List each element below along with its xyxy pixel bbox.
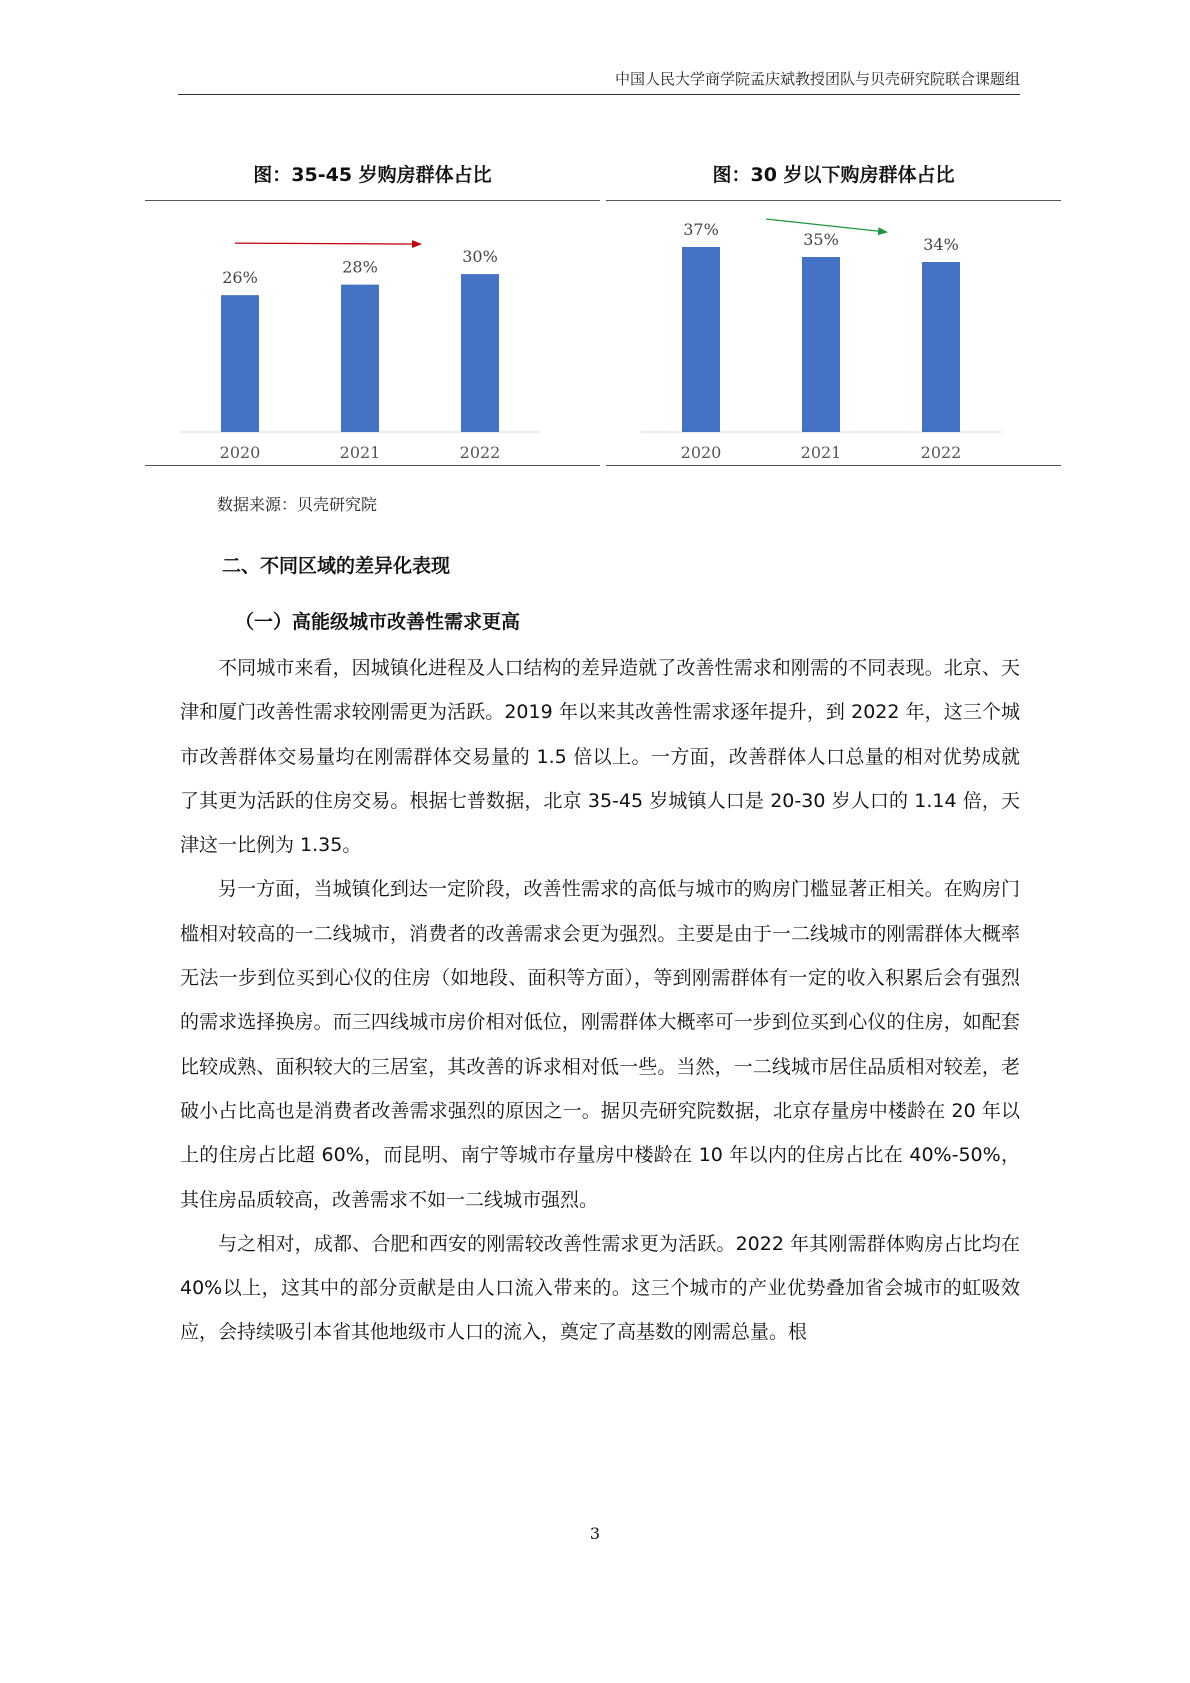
- data-label: 35%: [803, 230, 839, 249]
- x-tick-label: 2022: [920, 443, 962, 462]
- bar: [802, 257, 840, 432]
- paragraph: 另一方面，当城镇化到达一定阶段，改善性需求的高低与城市的购房门槛显著正相关。在购房门槛相对较高的一二线城市，消费者的改善需求会更为强烈。主要是由于一二线城市的刚需群体大概率无法一步到位买到心仪的住房（如地段、面积等方面），等到刚需群体有一定的收入积累后会有强烈的需求选择换房。而三四线城市房价相对低位，刚需群体大概率可一步到位买到心仪的住房，如配套比较成熟、面积较大的三居室，其改善的诉求相对低一些。当然，一二线城市居住品质相对较差，老破小占比高也是消费者改善需求强烈的原因之一。据贝壳研究院数据，北京存量房中楼龄在 20 年以上的住房占比超 60%，而昆明、南宁等城市存量房中楼龄在 10 年以内的住房占比在 40%-50%，其住房品质较高，改善需求不如一二线城市强烈。: [180, 878, 1020, 1211]
- data-label: 30%: [462, 247, 498, 267]
- paragraph: 与之相对，成都、合肥和西安的刚需较改善性需求更为活跃。2022 年其刚需群体购房占比均在 40%以上，这其中的部分贡献是由人口流入带来的。这三个城市的产业优势叠加省会城市的虹吸效应，会持续吸引本省其他地级市人口的流入，奠定了高基数的刚需总量。根: [180, 1232, 1020, 1344]
- x-tick-label: 2022: [459, 443, 501, 462]
- chart-plot: [606, 202, 1061, 464]
- x-tick-label: 2020: [680, 443, 722, 462]
- section-heading: 二、不同区域的差异化表现: [222, 555, 451, 577]
- bar: [682, 247, 720, 432]
- chart-top-rule: [145, 200, 600, 201]
- chart-bottom-rule: [606, 465, 1061, 466]
- x-tick-label: 2020: [219, 443, 261, 462]
- header-text: 中国人民大学商学院孟庆斌教授团队与贝壳研究院联合课题组: [614, 70, 1020, 88]
- body-text: [180, 646, 1020, 1355]
- data-source: 数据来源：贝壳研究院: [217, 495, 378, 514]
- bar: [221, 295, 259, 432]
- x-tick-label: 2021: [339, 443, 381, 462]
- bar: [341, 285, 379, 432]
- chart-bottom-rule: [145, 465, 600, 466]
- trend-arrow: [235, 243, 420, 244]
- page-number: 3: [589, 1524, 601, 1543]
- paragraph: 不同城市来看，因城镇化进程及人口结构的差异造就了改善性需求和刚需的不同表现。北京、天津和厦门改善性需求较刚需更为活跃。2019 年以来其改善性需求逐年提升，到 2022 年，这三个城市改善群体交易量均在刚需群体交易量的 1.5 倍以上。一方面，改善群体人口总量的相对优势成就了其更为活跃的住房交易。根据七普数据，北京 35-45 岁城镇人口是 20-30 岁人口的 1.14 倍，天津这一比例为 1.35。: [180, 657, 1020, 857]
- x-tick-label: 2021: [800, 443, 842, 462]
- page-header: [178, 64, 1020, 95]
- data-label: 37%: [683, 220, 719, 239]
- bar: [922, 262, 960, 432]
- chart-under-30: [606, 160, 1061, 480]
- subsection-heading: （一）高能级城市改善性需求更高: [235, 611, 521, 633]
- data-label: 26%: [222, 268, 258, 288]
- data-label: 28%: [342, 257, 378, 277]
- chart-title: 图：35-45 岁购房群体占比: [253, 164, 492, 186]
- chart-plot: [145, 202, 600, 464]
- data-label: 34%: [923, 235, 959, 254]
- chart-35-45: [145, 160, 600, 480]
- chart-title: 图：30 岁以下购房群体占比: [712, 164, 955, 186]
- bar: [461, 274, 499, 432]
- chart-top-rule: [606, 200, 1061, 201]
